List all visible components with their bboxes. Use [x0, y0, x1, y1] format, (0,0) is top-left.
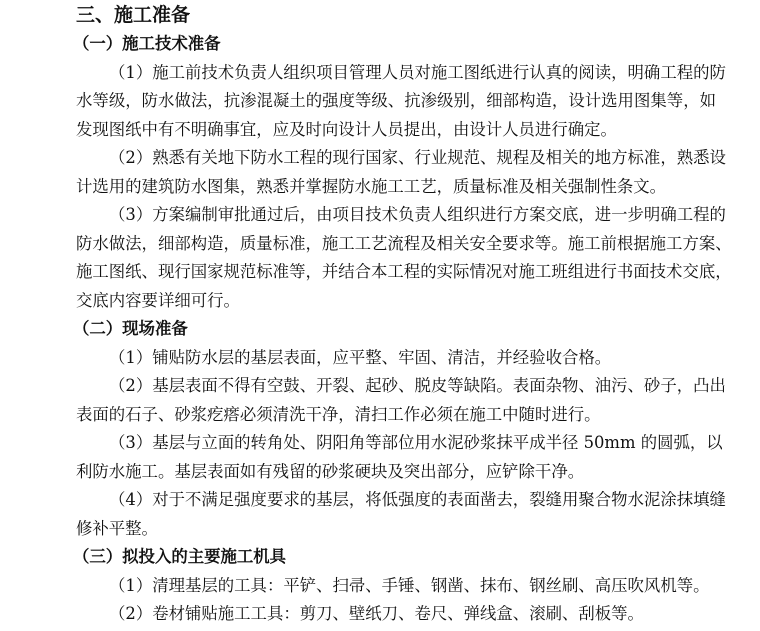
paragraph: [76, 344, 716, 373]
paragraph-line: 交底内容要详细可行。: [76, 290, 240, 310]
section-title: 三、施工准备: [76, 4, 191, 26]
document-page: [73, 1, 732, 629]
paragraph-line: 水等级，防水做法，抗渗混凝土的强度等级、抗渗级别，细部构造，设计选用图集等，如: [76, 91, 716, 110]
paragraph-line: 发现图纸中有不明确事宜，应及时向设计人员提出，由设计人员进行确定。: [76, 119, 617, 139]
paragraph-line: 计选用的建筑防水图集，熟悉并掌握防水施工工艺，质量标准及相关强制性条文。: [76, 176, 667, 196]
paragraph-line: 利防水施工。基层表面如有残留的砂浆硬块及突出部分，应铲除干净。: [76, 461, 585, 481]
paragraph-line: （3）基层与立面的转角处、阴阳角等部位用水泥砂浆抹平成半径 50mm 的圆弧，以: [109, 433, 723, 452]
paragraph: [76, 572, 716, 601]
paragraph: [76, 372, 726, 429]
subsection-heading: （二）现场准备: [73, 319, 188, 338]
paragraph-line: （2）基层表面不得有空鼓、开裂、起砂、脱皮等缺陷。表面杂物、油污、砂子，凸出: [109, 376, 726, 395]
document-body: [73, 30, 732, 629]
paragraph-line: 修补平整。: [76, 518, 158, 538]
paragraph-line: （1）铺贴防水层的基层表面，应平整、牢固、清洁，并经验收合格。: [109, 347, 612, 367]
paragraph: [76, 429, 723, 486]
paragraph-line: 施工图纸、现行国家规范标准等，并结合本工程的实际情况对施工班组进行书面技术交底，: [76, 262, 732, 281]
paragraph-line: （1）施工前技术负责人组织项目管理人员对施工图纸进行认真的阅读，明确工程的防: [109, 62, 726, 82]
paragraph: [76, 59, 726, 145]
paragraph: [76, 201, 732, 315]
paragraph-line: （1）清理基层的工具：平铲、扫帚、手锤、钢凿、抹布、钢丝刷、高压吹风机等。: [109, 575, 710, 595]
paragraph-line: 表面的石子、砂浆疙瘩必须清洗干净，清扫工作必须在施工中随时进行。: [76, 404, 601, 424]
paragraph-line: （2）熟悉有关地下防水工程的现行国家、行业规范、规程及相关的地方标准，熟悉设: [109, 148, 726, 167]
paragraph: [76, 486, 726, 543]
subsection-heading: （一）施工技术准备: [73, 34, 221, 53]
subsection-heading: （三）拟投入的主要施工机具: [73, 547, 287, 566]
paragraph-line: （3）方案编制审批通过后，由项目技术负责人组织进行方案交底，进一步明确工程的: [109, 205, 726, 224]
paragraph-line: （4）对于不满足强度要求的基层，将低强度的表面凿去，裂缝用聚合物水泥涂抹填缝: [109, 490, 726, 509]
paragraph-line: 防水做法，细部构造，质量标准，施工工艺流程及相关安全要求等。施工前根据施工方案、: [76, 233, 732, 253]
paragraph: [76, 600, 716, 629]
paragraph: [76, 144, 726, 201]
paragraph-line: （2）卷材铺贴施工工具：剪刀、壁纸刀、卷尺、弹线盒、滚刷、刮板等。: [109, 604, 644, 623]
